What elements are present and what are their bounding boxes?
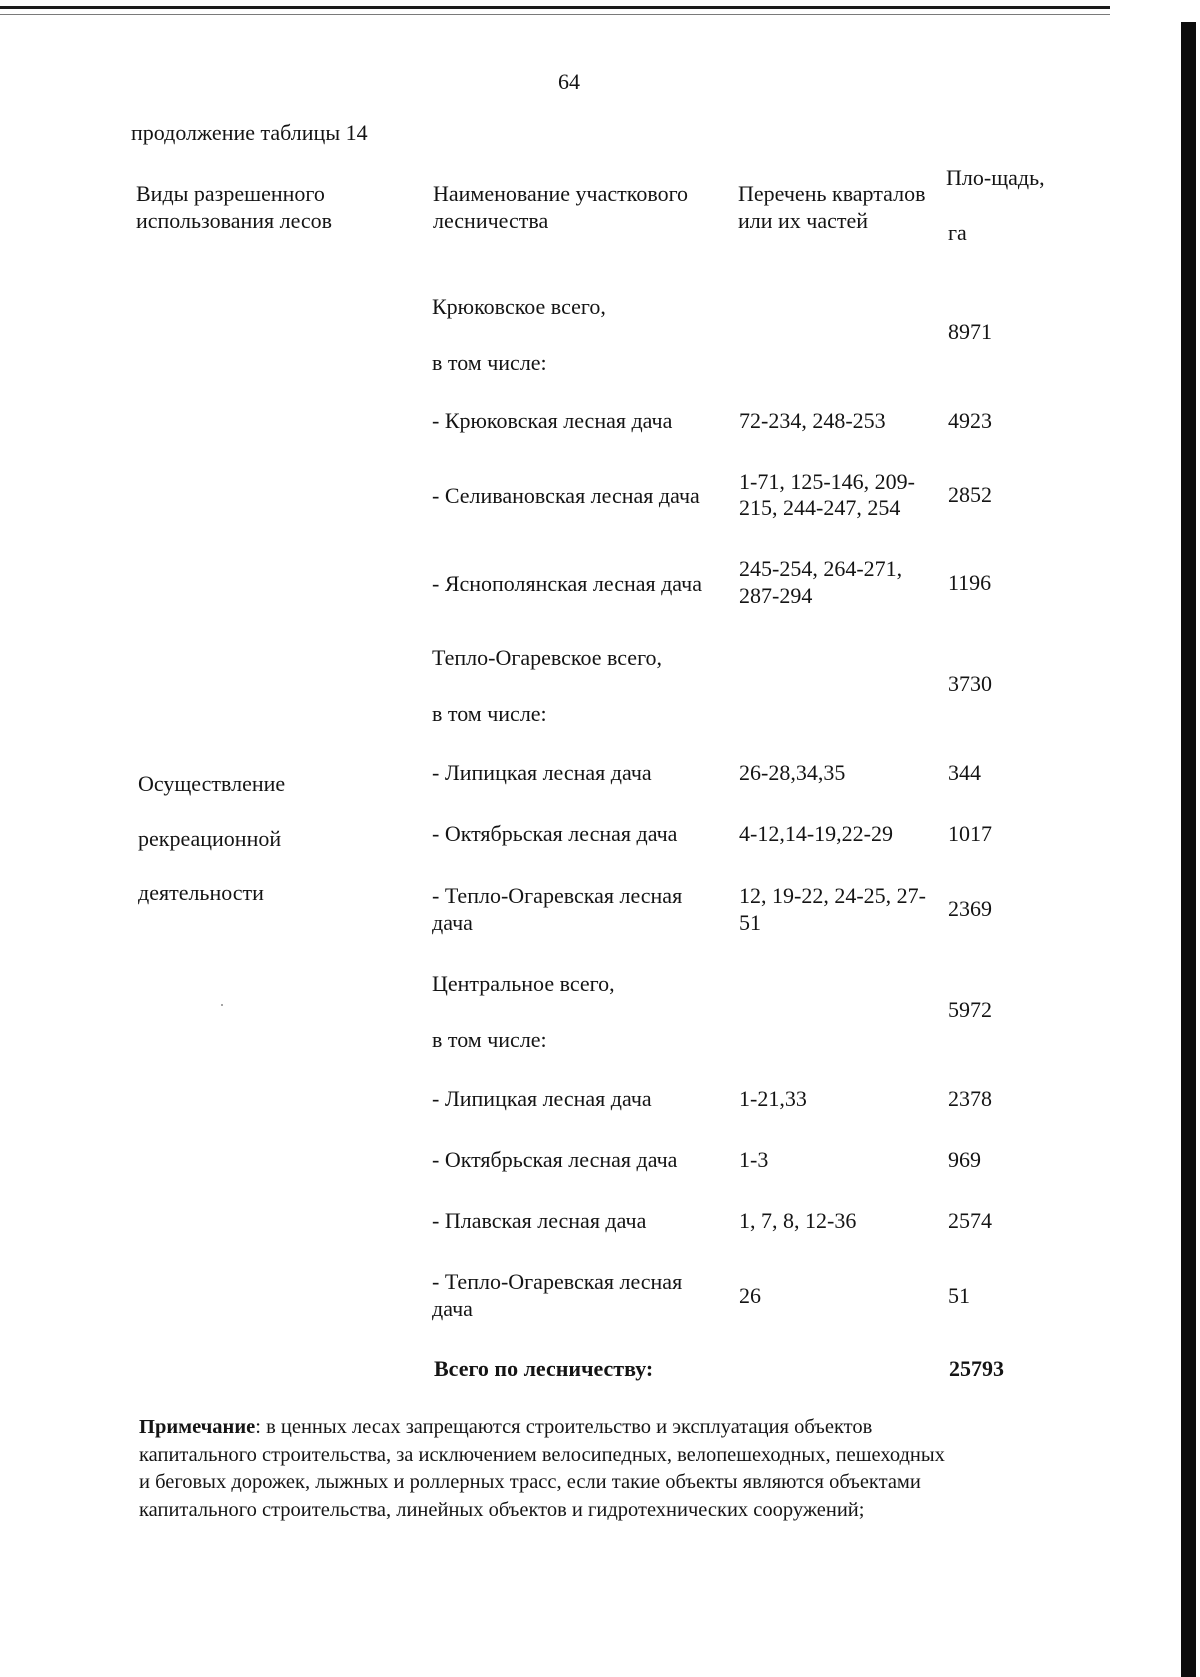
row-area: 2378: [948, 1086, 992, 1111]
note-line-4: капитального строительства, линейных объектов и гидротехнических сооружений;: [139, 1498, 865, 1521]
scan-speck: [221, 1004, 223, 1006]
row-name: - Октябрьская лесная дача: [432, 1147, 678, 1172]
row-name: - Плавская лесная дача: [432, 1208, 647, 1233]
activity-line3: деятельности: [138, 880, 264, 905]
note-line-3: и беговых дорожек, лыжных и роллерных трасс, если такие объекты являются объектами: [139, 1471, 921, 1493]
note-label: Примечание: [139, 1416, 256, 1438]
group-area: 3730: [948, 671, 992, 696]
scan-top-border-thin: [0, 14, 1110, 15]
note: [139, 1414, 1079, 1524]
row-quarters: 1, 7, 8, 12-36: [739, 1208, 857, 1233]
header-col2-line1: Наименование участкового: [433, 181, 689, 206]
group-title: Тепло-Огаревское всего,: [432, 645, 663, 670]
header-col4-line1: Пло-щадь,: [946, 165, 1045, 190]
row-name-line2: дача: [432, 1296, 473, 1321]
row-name: - Крюковская лесная дача: [432, 408, 673, 433]
row-quarters-line1: 1-71, 125-146, 209-: [739, 469, 915, 494]
group-title: Крюковское всего,: [432, 294, 606, 319]
row-name: - Липицкая лесная дача: [432, 760, 652, 785]
header-col1-line1: Виды разрешенного: [136, 181, 325, 206]
row-area: 2852: [948, 482, 992, 507]
row-quarters: 1-21,33: [739, 1086, 807, 1111]
group-subtitle: в том числе:: [432, 1027, 547, 1052]
table-continuation-caption: продолжение таблицы 14: [131, 120, 368, 145]
row-quarters: 26: [739, 1283, 761, 1308]
row-quarters: 26-28,34,35: [739, 760, 846, 785]
header-col1-line2: использования лесов: [136, 208, 333, 233]
total-value: 25793: [949, 1356, 1004, 1381]
row-area: 2369: [948, 896, 992, 921]
group-area: 5972: [948, 997, 992, 1022]
row-quarters-line2: 215, 244-247, 254: [739, 495, 901, 520]
row-name-line2: дача: [432, 910, 473, 935]
header-col4-line2: га: [948, 220, 967, 245]
row-area: 1017: [948, 821, 992, 846]
row-quarters-line1: 12, 19-22, 24-25, 27-: [739, 883, 926, 908]
total-label: Всего по лесничеству:: [434, 1356, 654, 1381]
row-quarters-line2: 287-294: [739, 583, 813, 608]
activity-line2: рекреационной: [138, 826, 282, 851]
row-name: - Октябрьская лесная дача: [432, 821, 678, 846]
row-name: - Селивановская лесная дача: [432, 483, 700, 508]
page-number: 64: [558, 69, 580, 94]
row-quarters: 1-3: [739, 1147, 769, 1172]
row-name-line1: - Тепло-Огаревская лесная: [432, 1269, 683, 1294]
row-area: 4923: [948, 408, 992, 433]
row-name-line1: - Тепло-Огаревская лесная: [432, 883, 683, 908]
header-col3-line1: Перечень кварталов: [738, 181, 926, 206]
header-col2-line2: лесничества: [433, 208, 549, 233]
row-quarters-line2: 51: [739, 910, 761, 935]
row-quarters: 4-12,14-19,22-29: [739, 821, 893, 846]
group-subtitle: в том числе:: [432, 701, 547, 726]
header-col3-line2: или их частей: [738, 208, 869, 233]
scan-right-edge: [1181, 22, 1196, 1677]
row-name: - Липицкая лесная дача: [432, 1086, 652, 1111]
row-area: 1196: [948, 570, 992, 595]
group-title: Центральное всего,: [432, 971, 615, 996]
row-quarters: 72-234, 248-253: [739, 408, 886, 433]
group-area: 8971: [948, 319, 992, 344]
row-area: 969: [948, 1147, 981, 1172]
note-line-2: капитального строительства, за исключением велосипедных, велопешеходных, пешеходных: [139, 1443, 945, 1466]
row-area: 51: [948, 1283, 970, 1308]
row-name: - Яснополянская лесная дача: [432, 571, 703, 596]
row-area: 344: [948, 760, 981, 785]
note-line-1: [139, 1414, 1079, 1442]
scan-top-border: [0, 6, 1110, 9]
activity-line1: Осуществление: [138, 771, 286, 796]
group-subtitle: в том числе:: [432, 350, 547, 375]
row-area: 2574: [948, 1208, 992, 1233]
row-quarters-line1: 245-254, 264-271,: [739, 556, 903, 581]
note-text: : в ценных лесах запрещаются строительство и эксплуатация объектов: [255, 1416, 873, 1438]
